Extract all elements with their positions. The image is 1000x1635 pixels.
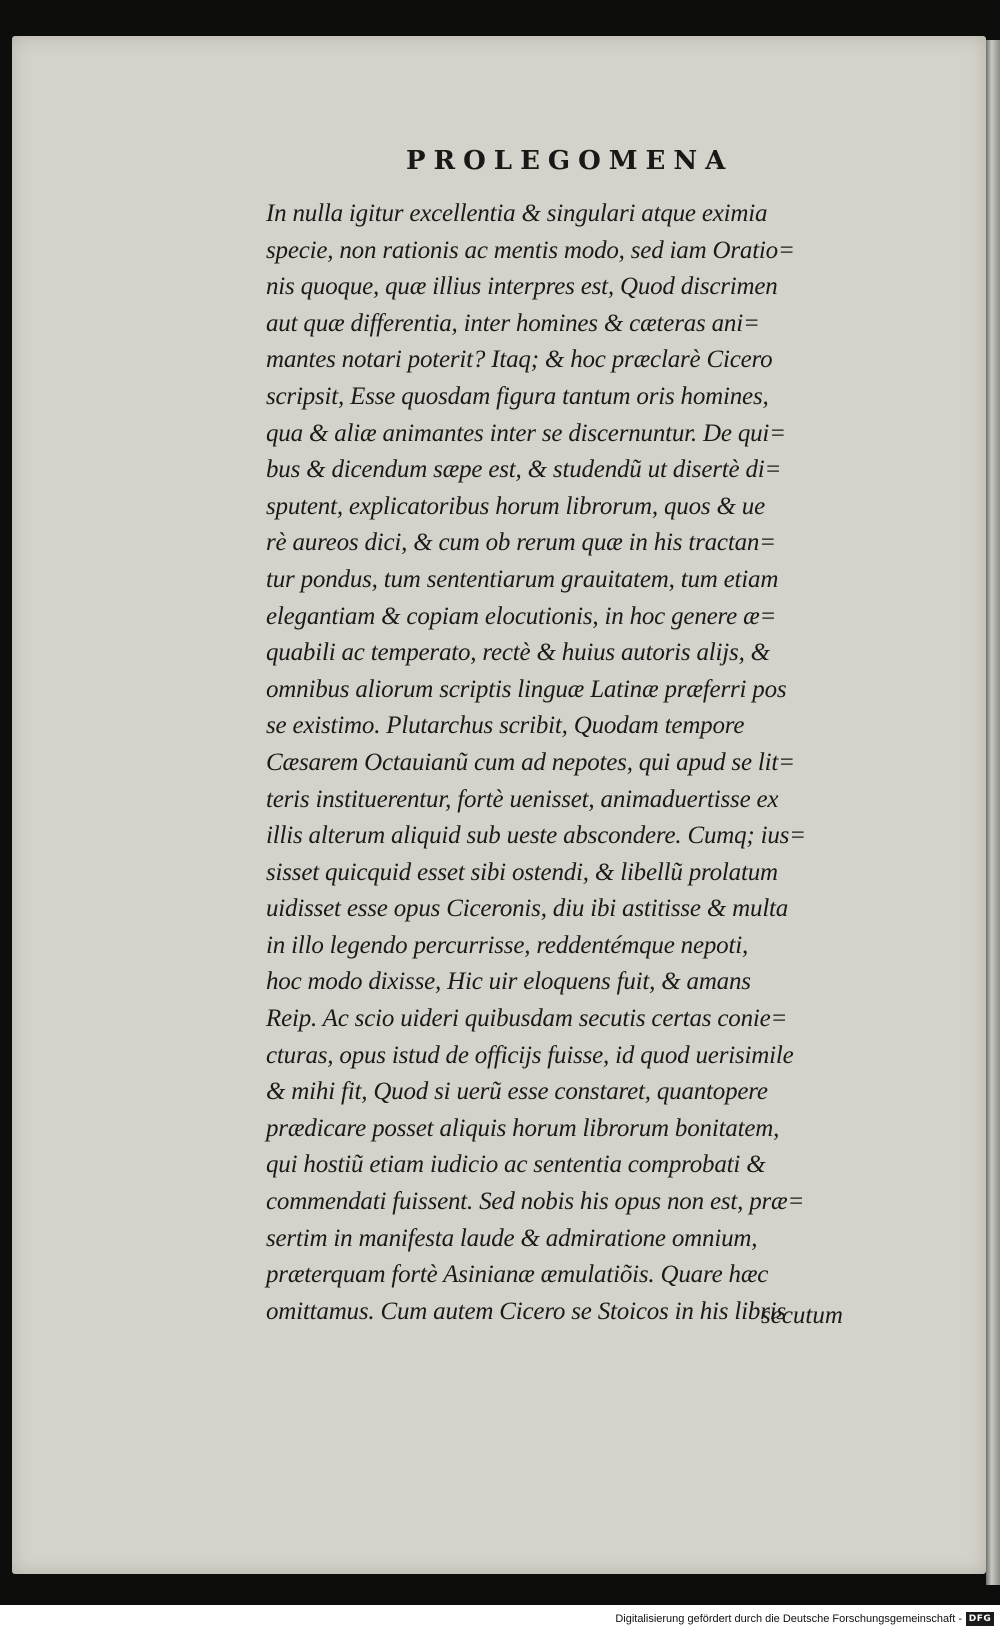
text-line: nis quoque, quæ illius interpres est, Quod discrimen xyxy=(266,273,778,301)
text-line: Reip. Ac scio uideri quibusdam secutis certas conie= xyxy=(266,1005,788,1033)
text-line: teris instituerentur, fortè uenisset, animaduertisse ex xyxy=(266,785,779,813)
text-line: omittamus. Cum autem Cicero se Stoicos in his libris xyxy=(266,1297,786,1325)
page-edge xyxy=(986,40,1000,1585)
running-head: PROLEGOMENA xyxy=(406,146,734,176)
text-line: elegantiam & copiam elocutionis, in hoc genere æ= xyxy=(266,602,777,630)
text-line: quabili ac temperato, rectè & huius autoris alijs, & xyxy=(266,639,770,667)
text-line: illis alterum aliquid sub ueste abscondere. Cumq; ius= xyxy=(266,822,806,850)
body-text xyxy=(266,196,906,1330)
book-page xyxy=(12,36,986,1574)
footer-bar xyxy=(0,1605,1000,1635)
text-line: specie, non rationis ac mentis modo, sed iam Oratio= xyxy=(266,236,795,264)
text-line: omnibus aliorum scriptis linguæ Latinæ præferri pos xyxy=(266,675,787,703)
text-line: in illo legendo percurrisse, reddentémque nepoti, xyxy=(266,931,748,959)
text-line: sputent, explicatoribus horum librorum, quos & ue xyxy=(266,492,765,520)
text-line: mantes notari poterit? Itaq; & hoc præclarè Cicero xyxy=(266,346,773,374)
text-line: cturas, opus istud de officijs fuisse, id quod uerisimile xyxy=(266,1041,794,1069)
text-line: qua & aliæ animantes inter se discernuntur. De qui= xyxy=(266,419,786,447)
text-line: præterquam fortè Asinianæ æmulatiõis. Quare hæc xyxy=(266,1261,769,1289)
text-line: qui hostiũ etiam iudicio ac sententia comprobati & xyxy=(266,1151,766,1179)
text-line: bus & dicendum sæpe est, & studendũ ut disertè di= xyxy=(266,456,782,484)
text-line: sertim in manifesta laude & admiratione omnium, xyxy=(266,1224,758,1252)
text-line: tur pondus, tum sententiarum grauitatem, tum etiam xyxy=(266,565,779,593)
text-line: aut quæ differentia, inter homines & cæteras ani= xyxy=(266,309,760,337)
text-line: In nulla igitur excellentia & singulari atque eximia xyxy=(266,200,768,227)
text-line: & mihi fit, Quod si uerũ esse constaret, quantopere xyxy=(266,1078,768,1106)
text-line: scripsit, Esse quosdam figura tantum oris homines, xyxy=(266,382,769,410)
footer-credit: Digitalisierung gefördert durch die Deutsche Forschungsgemeinschaft - xyxy=(615,1613,962,1625)
text-line: commendati fuissent. Sed nobis his opus non est, præ= xyxy=(266,1188,805,1216)
dfg-logo: DFG xyxy=(966,1612,994,1626)
text-line: sisset quicquid esset sibi ostendi, & libellũ prolatum xyxy=(266,858,778,886)
text-line: prædicare posset aliquis horum librorum bonitatem, xyxy=(266,1114,780,1142)
text-line: uidisset esse opus Ciceronis, diu ibi astitisse & multa xyxy=(266,895,789,923)
text-line: Cæsarem Octauianũ cum ad nepotes, qui apud se lit= xyxy=(266,748,795,776)
catchword: secutum xyxy=(761,1302,843,1329)
text-line: hoc modo dixisse, Hic uir eloquens fuit, & amans xyxy=(266,968,751,996)
text-line: rè aureos dici, & cum ob rerum quæ in his tractan= xyxy=(266,529,776,557)
text-line: se existimo. Plutarchus scribit, Quodam tempore xyxy=(266,712,745,740)
